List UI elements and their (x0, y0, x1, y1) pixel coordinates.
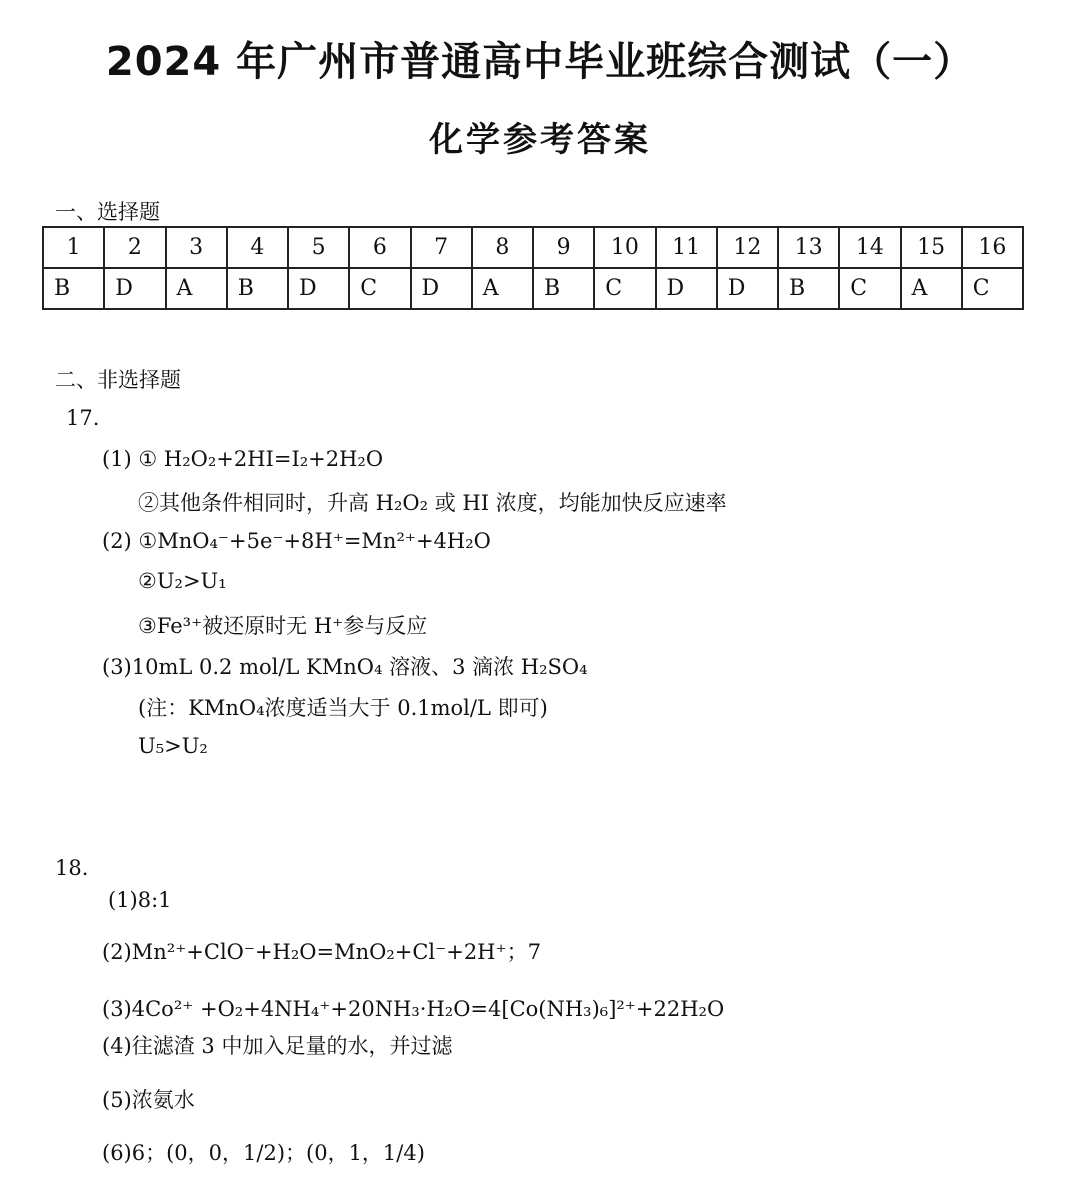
section-heading-free-response: 二、非选择题 (55, 368, 181, 392)
question-number-cell: 5 (288, 227, 349, 268)
question-number-cell: 4 (227, 227, 288, 268)
answer-table (42, 226, 1024, 310)
answer-cell: B (533, 268, 594, 309)
question-number-cell: 6 (349, 227, 410, 268)
answer-cell: C (349, 268, 410, 309)
question-number-cell: 14 (839, 227, 900, 268)
q18-part6: (6)6；(0，0，1/2)；(0，1，1/4) (102, 1141, 425, 1165)
q17-part2-line1: (2) ①MnO₄⁻+5e⁻+8H⁺=Mn²⁺+4H₂O (102, 529, 491, 553)
answer-row (43, 268, 1023, 309)
answer-cell: C (594, 268, 655, 309)
q17-part3-line2: (注：KMnO₄浓度适当大于 0.1mol/L 即可) (138, 696, 548, 720)
question-number-cell: 9 (533, 227, 594, 268)
answer-cell: D (717, 268, 778, 309)
question-number-cell: 7 (411, 227, 472, 268)
q17-part1-line2: ②其他条件相同时，升高 H₂O₂ 或 HI 浓度，均能加快反应速率 (138, 491, 727, 515)
page-subtitle: 化学参考答案 (429, 120, 651, 160)
q17-part2-line2: ②U₂>U₁ (138, 569, 227, 593)
answer-cell: C (839, 268, 900, 309)
question-number-cell: 2 (104, 227, 165, 268)
section-heading-multiple-choice: 一、选择题 (55, 200, 160, 224)
answer-cell: D (104, 268, 165, 309)
question-number-cell: 16 (962, 227, 1023, 268)
question-number-cell: 13 (778, 227, 839, 268)
answer-cell: D (411, 268, 472, 309)
answer-cell: A (901, 268, 962, 309)
answer-cell: D (656, 268, 717, 309)
answer-cell: B (227, 268, 288, 309)
q18-part5: (5)浓氨水 (102, 1088, 195, 1112)
q18-part4: (4)往滤渣 3 中加入足量的水，并过滤 (102, 1034, 453, 1058)
question-number-cell: 12 (717, 227, 778, 268)
answer-cell: B (43, 268, 104, 309)
question-17-number: 17. (66, 406, 100, 430)
answer-cell: A (472, 268, 533, 309)
answer-cell: C (962, 268, 1023, 309)
q17-part3-line3: U₅>U₂ (138, 734, 208, 758)
question-number-cell: 11 (656, 227, 717, 268)
question-number-cell: 15 (901, 227, 962, 268)
page-title: 2024 年广州市普通高中毕业班综合测试（一） (105, 39, 975, 85)
question-number-cell: 10 (594, 227, 655, 268)
q17-part3-line1: (3)10mL 0.2 mol/L KMnO₄ 溶液、3 滴浓 H₂SO₄ (102, 655, 588, 679)
question-number-row (43, 227, 1023, 268)
answer-cell: D (288, 268, 349, 309)
question-18-number: 18. (55, 856, 89, 880)
question-number-cell: 1 (43, 227, 104, 268)
answer-cell: A (166, 268, 227, 309)
question-number-cell: 8 (472, 227, 533, 268)
q18-part2: (2)Mn²⁺+ClO⁻+H₂O=MnO₂+Cl⁻+2H⁺；7 (102, 940, 541, 964)
answer-cell: B (778, 268, 839, 309)
q17-part2-line3: ③Fe³⁺被还原时无 H⁺参与反应 (138, 614, 428, 638)
q18-part1: (1)8:1 (108, 888, 172, 912)
question-number-cell: 3 (166, 227, 227, 268)
q18-part3: (3)4Co²⁺ +O₂+4NH₄⁺+20NH₃·H₂O=4[Co(NH₃)₆]²⁺+22H₂O (102, 997, 725, 1021)
q17-part1-line1: (1) ① H₂O₂+2HI=I₂+2H₂O (102, 447, 384, 471)
